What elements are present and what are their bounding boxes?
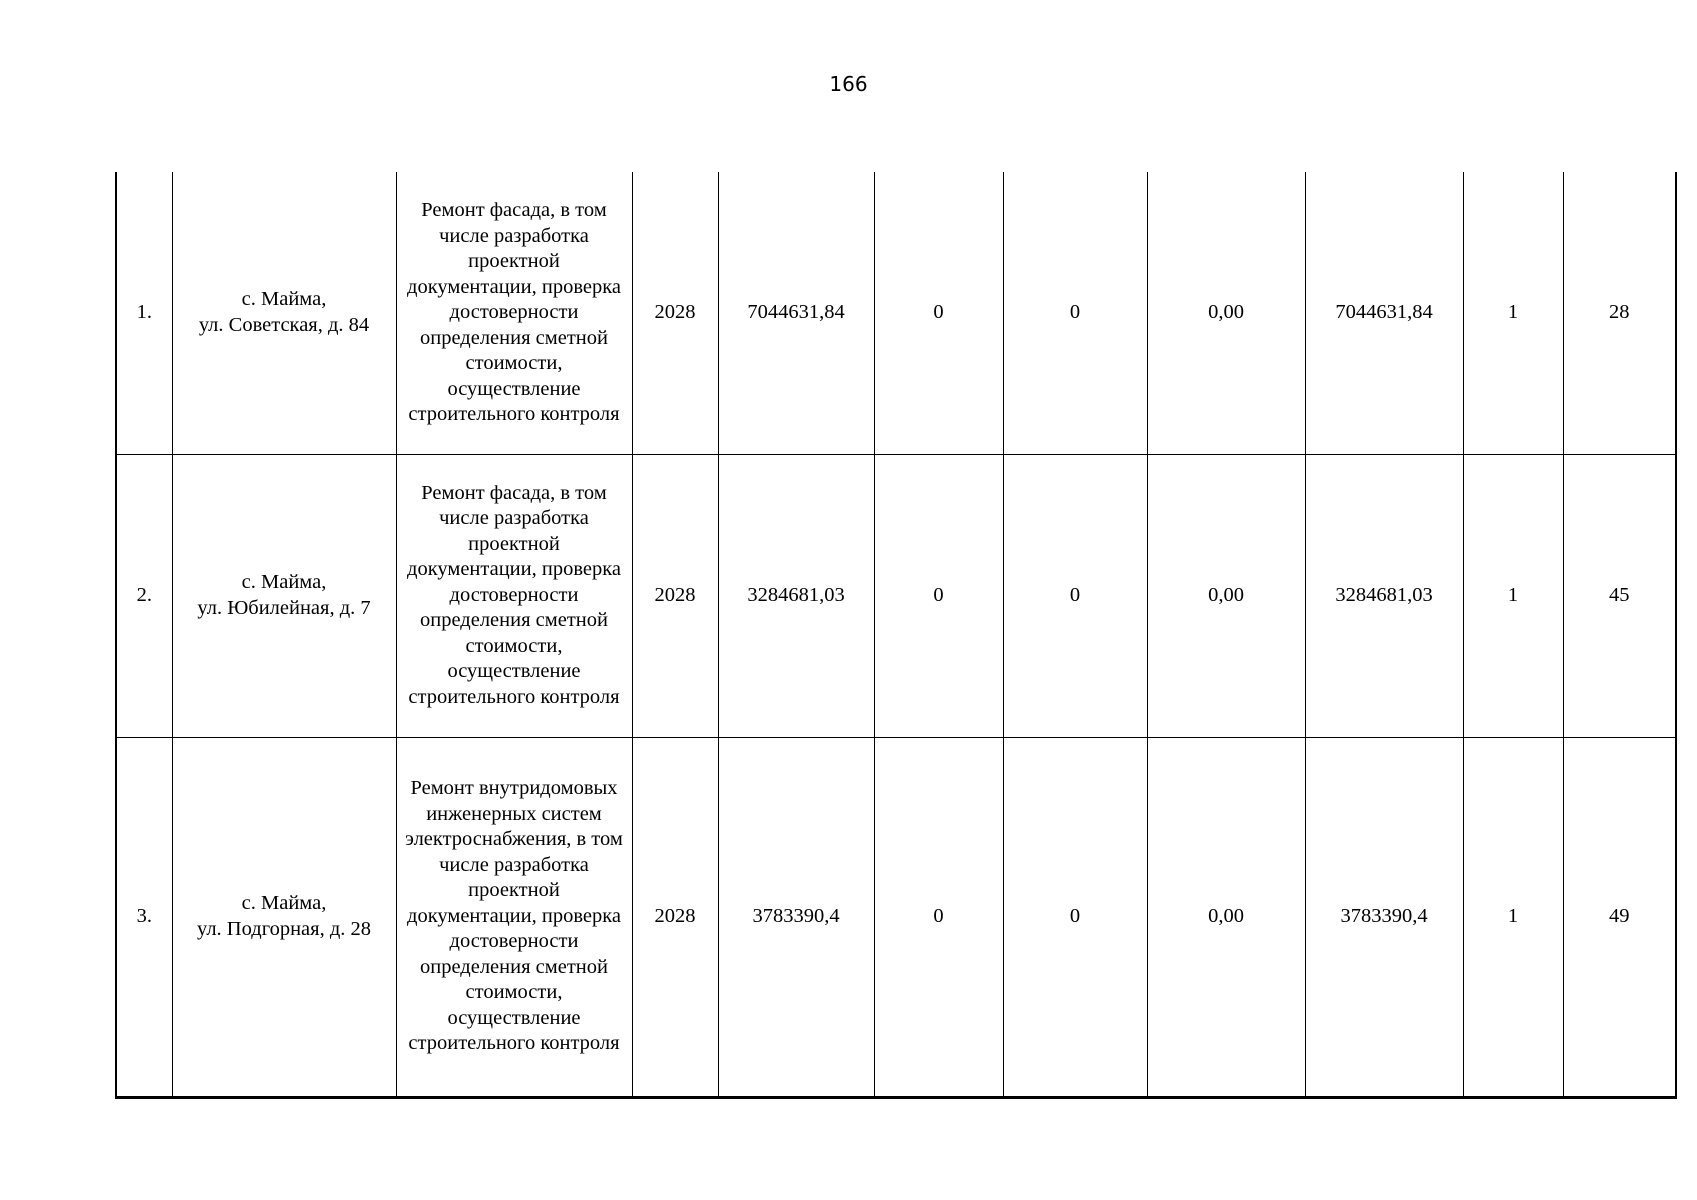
- works-table: [115, 172, 1677, 1099]
- address-locality: с. Майма,: [241, 571, 327, 593]
- value-cell-11: 28: [1563, 172, 1676, 454]
- row-number: 1.: [116, 172, 172, 454]
- address-cell: [172, 172, 396, 454]
- value-cell-7: 0: [1003, 737, 1147, 1097]
- address-cell: [172, 737, 396, 1097]
- address-cell: [172, 454, 396, 737]
- value-cell-10: 1: [1463, 454, 1563, 737]
- page-number: 166: [829, 72, 868, 96]
- row-number: 3.: [116, 737, 172, 1097]
- value-cell-6: 0: [874, 737, 1003, 1097]
- year-cell: 2028: [632, 454, 718, 737]
- address-locality: с. Майма,: [241, 288, 327, 311]
- value-cell-10: 1: [1463, 737, 1563, 1097]
- value-cell-9: 3284681,03: [1305, 454, 1463, 737]
- address-street: ул. Подгорная, д. 28: [196, 917, 372, 940]
- value-cell-8: 0,00: [1147, 737, 1305, 1097]
- address-street: ул. Юбилейная, д. 7: [197, 596, 371, 619]
- year-cell: 2028: [632, 172, 718, 454]
- row-number: 2.: [116, 454, 172, 737]
- value-cell-6: 0: [874, 454, 1003, 737]
- value-cell-8: 0,00: [1147, 454, 1305, 737]
- total-cost-cell: 7044631,84: [718, 172, 874, 454]
- address-street: ул. Советская, д. 84: [198, 313, 370, 336]
- value-cell-11: 49: [1563, 737, 1676, 1097]
- value-cell-7: 0: [1003, 454, 1147, 737]
- value-cell-11: 45: [1563, 454, 1676, 737]
- value-cell-7: 0: [1003, 172, 1147, 454]
- table-row: [116, 454, 1676, 737]
- total-cost-cell: 3284681,03: [718, 454, 874, 737]
- work-description: Ремонт внутридомовых инженерных систем электроснабжения, в том числе разработка проектной документации, проверка достоверности определения сметной стоимости, осуществление строительного контроля: [396, 737, 632, 1097]
- work-description: Ремонт фасада, в том числе разработка проектной документации, проверка достоверности определения сметной стоимости, осуществление строительного контроля: [396, 454, 632, 737]
- value-cell-8: 0,00: [1147, 172, 1305, 454]
- value-cell-9: 3783390,4: [1305, 737, 1463, 1097]
- year-cell: 2028: [632, 737, 718, 1097]
- work-description: Ремонт фасада, в том числе разработка проектной документации, проверка достоверности определения сметной стоимости, осуществление строительного контроля: [396, 172, 632, 454]
- address-locality: с. Майма,: [241, 892, 327, 914]
- total-cost-cell: 3783390,4: [718, 737, 874, 1097]
- value-cell-10: 1: [1463, 172, 1563, 454]
- value-cell-6: 0: [874, 172, 1003, 454]
- table-row: [116, 172, 1676, 454]
- value-cell-9: 7044631,84: [1305, 172, 1463, 454]
- table-row: [116, 737, 1676, 1097]
